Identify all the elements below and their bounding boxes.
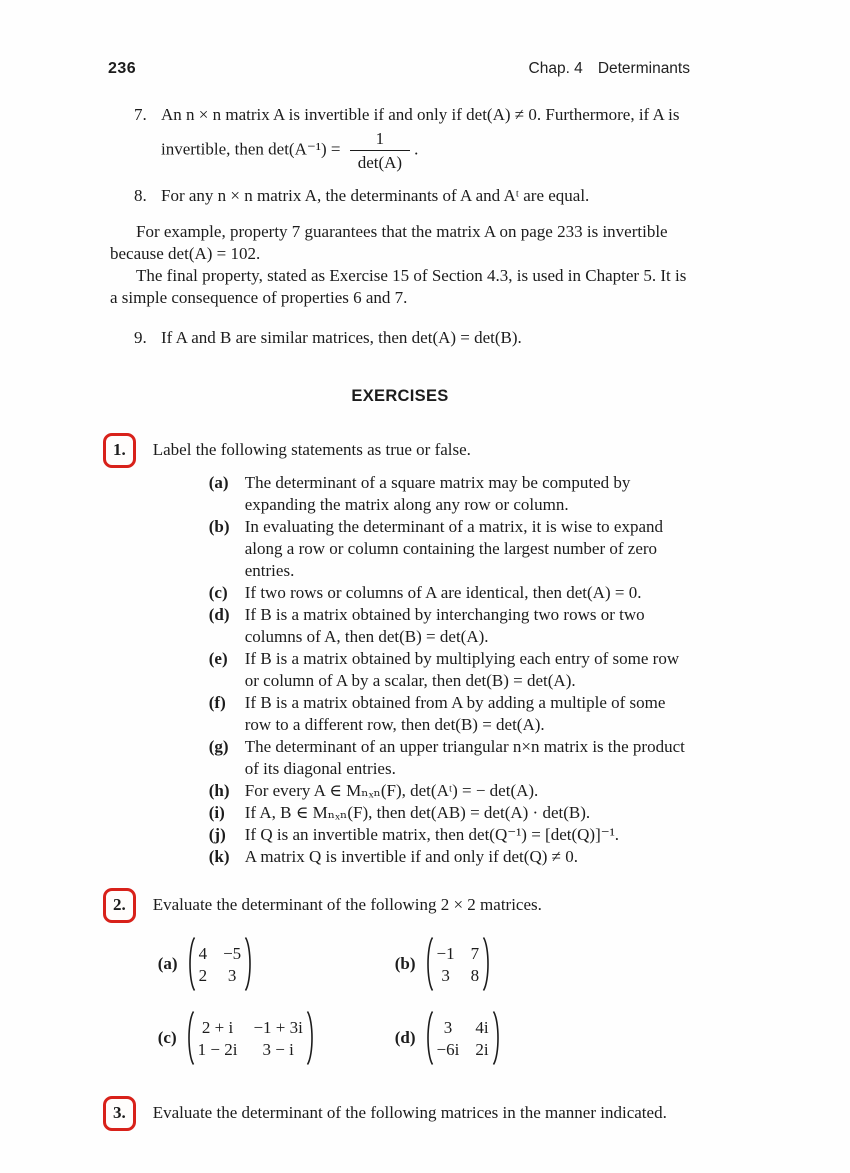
property-9-text: If A and B are similar matrices, then det(A) = det(B). (161, 328, 522, 347)
property-8-text: For any n × n matrix A, the determinants of A and Aᵗ are equal. (161, 186, 590, 205)
item-label: (g) (208, 737, 229, 756)
matrix-entry: 7 (470, 943, 480, 963)
right-paren-icon (244, 936, 255, 992)
matrix-entry: 3 (443, 1017, 453, 1037)
item-text: If Q is an invertible matrix, then det(Q⁻¹) = [det(Q)]⁻¹. (244, 825, 620, 844)
exercises-heading: EXERCISES (351, 387, 449, 405)
chapter-header (529, 58, 690, 80)
matrix-d-cell (395, 1010, 503, 1066)
item-text: A matrix Q is invertible if and only if det(Q) ≠ 0. (244, 847, 578, 866)
page-body (110, 104, 690, 1131)
matrix-a-label: (a) (157, 954, 178, 973)
list-item-c (209, 582, 690, 604)
matrix-entry: 8 (470, 965, 480, 985)
matrix-entry: 2i (475, 1039, 489, 1059)
exercise-2-body (153, 894, 690, 1084)
left-paren-icon (423, 1010, 434, 1066)
list-item-b (209, 516, 690, 582)
matrix-entry: 3 (227, 965, 237, 985)
item-text: If B is a matrix obtained by interchanging two rows or two columns of A, then det(B) = det(A). (244, 605, 645, 646)
matrix-entry: −1 + 3i (253, 1017, 303, 1037)
item-label: (f) (208, 693, 226, 712)
item-text: In evaluating the determinant of a matrix, it is wise to expand along a row or column containing the largest number of zero entries. (244, 517, 664, 580)
list-item-e (209, 648, 690, 692)
exercise-2 (103, 888, 690, 1084)
fraction (350, 128, 410, 173)
property-9 (134, 327, 690, 349)
list-item-i (209, 802, 690, 824)
property-8-number: 8. (134, 186, 147, 205)
item-label: (i) (208, 803, 225, 822)
matrix-row-2 (158, 1010, 690, 1066)
exercise-1-number-box: 1. (103, 433, 136, 468)
exercise-2-text: Evaluate the determinant of the following 2 × 2 matrices. (152, 895, 542, 914)
list-item-k (209, 846, 690, 868)
fraction-numerator: 1 (375, 129, 385, 148)
matrix-c (184, 1010, 317, 1066)
item-label: (a) (208, 473, 229, 492)
matrix-d-label: (d) (394, 1028, 416, 1047)
paragraph-example: For example, property 7 guarantees that the matrix A on page 233 is invertible because det(A) = 102. (110, 222, 668, 263)
matrix-entry: 3 (441, 965, 450, 985)
item-text: The determinant of an upper triangular n×n matrix is the product of its diagonal entries. (244, 737, 685, 778)
item-label: (c) (208, 583, 228, 602)
list-item-a (209, 472, 690, 516)
exercise-1 (103, 433, 690, 882)
left-paren-icon (423, 936, 434, 992)
exercise-1-items (209, 472, 690, 868)
matrix-c-cell (158, 1010, 395, 1066)
property-7-text-before: An n × n matrix A is invertible if and only if det(A) ≠ 0. Furthermore, if A is invertible, then det(A⁻¹) = (161, 105, 680, 159)
page-number: 236 (108, 60, 137, 77)
property-7-number: 7. (134, 105, 147, 124)
chapter-label: Chap. 4 (528, 60, 583, 77)
item-label: (d) (208, 605, 230, 624)
item-label: (h) (208, 781, 230, 800)
matrix-entry: 2 + i (201, 1017, 234, 1037)
left-paren-icon (185, 936, 196, 992)
item-label: (j) (208, 825, 226, 844)
matrix-b-entries (434, 943, 483, 986)
item-text: The determinant of a square matrix may be computed by expanding the matrix along any row or column. (244, 473, 631, 514)
paragraph-group (110, 221, 690, 309)
matrix-block (153, 936, 690, 1066)
matrix-entry: 1 − 2i (197, 1039, 238, 1059)
item-text: If B is a matrix obtained from A by adding a multiple of some row to a different row, then det(B) = det(A). (244, 693, 666, 734)
property-8 (134, 185, 690, 207)
exercise-3 (103, 1096, 690, 1131)
list-item-j (209, 824, 690, 846)
matrix-b-cell (395, 936, 493, 992)
matrix-entry: 2 (198, 965, 208, 985)
exercise-3-text: Evaluate the determinant of the following matrices in the manner indicated. (152, 1103, 667, 1122)
matrix-a-cell (158, 936, 395, 992)
item-text: If two rows or columns of A are identical, then det(A) = 0. (244, 583, 642, 602)
matrix-entry: −1 (436, 943, 455, 963)
fraction-denominator: det(A) (350, 150, 410, 173)
right-paren-icon (492, 1010, 503, 1066)
item-text: If B is a matrix obtained by multiplying each entry of some row or column of A by a scalar, then det(B) = det(A). (244, 649, 680, 690)
page-header (0, 0, 850, 80)
exercise-3-body (153, 1102, 690, 1124)
item-label: (e) (208, 649, 228, 668)
matrix-entry: 4 (198, 943, 208, 963)
matrix-a-entries (196, 943, 245, 986)
list-item-d (209, 604, 690, 648)
item-label: (b) (208, 517, 230, 536)
matrix-entry: 4i (475, 1017, 489, 1037)
matrix-entry: −6i (436, 1039, 460, 1059)
matrix-b (423, 936, 494, 992)
property-7 (134, 104, 690, 175)
list-item-h (209, 780, 690, 802)
exercise-1-body (153, 439, 690, 882)
item-text: If A, B ∈ Mₙₓₙ(F), then det(AB) = det(A) · det(B). (244, 803, 591, 822)
matrix-d (423, 1010, 503, 1066)
matrix-entry: 3 − i (262, 1039, 294, 1059)
matrix-entry: −5 (223, 943, 242, 963)
matrix-d-entries (434, 1017, 492, 1060)
exercise-1-text: Label the following statements as true or false. (152, 440, 471, 459)
matrix-b-label: (b) (394, 954, 416, 973)
right-paren-icon (306, 1010, 317, 1066)
chapter-title: Determinants (597, 60, 690, 77)
matrix-c-label: (c) (157, 1028, 177, 1047)
exercise-3-number-box: 3. (103, 1096, 136, 1131)
left-paren-icon (184, 1010, 195, 1066)
property-7-text-after: . (414, 139, 419, 159)
matrix-a (185, 936, 256, 992)
matrix-c-entries (195, 1017, 306, 1060)
property-9-number: 9. (134, 328, 147, 347)
exercise-2-number-box: 2. (103, 888, 136, 923)
right-paren-icon (482, 936, 493, 992)
item-text: For every A ∈ Mₙₓₙ(F), det(Aᵗ) = − det(A). (244, 781, 539, 800)
matrix-row-1 (158, 936, 690, 992)
item-label: (k) (208, 847, 230, 866)
list-item-g (209, 736, 690, 780)
property-7-text (161, 104, 690, 175)
paragraph-final-property: The final property, stated as Exercise 15 of Section 4.3, is used in Chapter 5. It is a simple consequence of properties 6 and 7. (110, 266, 687, 307)
list-item-f (209, 692, 690, 736)
